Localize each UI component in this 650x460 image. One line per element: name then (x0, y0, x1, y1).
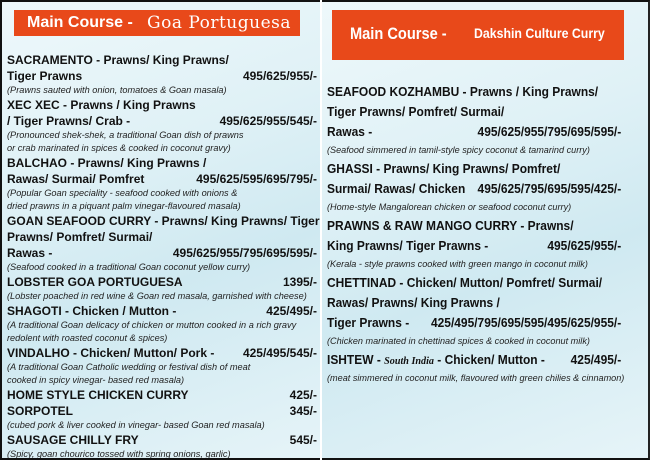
section-banner-goa (14, 10, 300, 36)
menu-item-home-style-chicken-curry (7, 387, 317, 403)
menu-item-goan-seafood-curry (7, 213, 320, 274)
item-price: 495/625/955/545/- (219, 114, 317, 128)
item-description: cooked in spicy vinegar- based red masala) (7, 375, 185, 385)
menu-item-chettinad (327, 273, 642, 350)
section-banner-dakshin (332, 10, 624, 60)
item-name-line: PRAWNS & RAW MANGO CURRY - Prawns/ (327, 218, 574, 233)
item-name-line: King Prawns/ Tiger Prawns - (327, 238, 489, 253)
item-description: (Seafood simmered in tamil-style spicy coconut & tamarind curry) (327, 145, 590, 156)
menu-item-list (322, 82, 648, 387)
item-name-line: CHETTINAD - Chicken/ Mutton/ Pomfret/ Surmai/ (327, 275, 603, 290)
item-description: (Seafood cooked in a traditional Goan coconut yellow curry) (7, 262, 251, 272)
item-price: 425/- (289, 388, 317, 402)
item-name-line: Rawas - (327, 124, 373, 139)
item-name-line: XEC XEC - Prawns / King Prawns (7, 98, 196, 112)
item-description: (Lobster poached in red wine & Goan red masala, garnished with cheese) (7, 291, 307, 301)
item-price: 425/495/- (570, 352, 622, 367)
item-price: 495/625/595/695/795/- (196, 172, 317, 186)
item-name-line: LOBSTER GOA PORTUGUESA (7, 275, 183, 289)
item-name-line: Tiger Prawns - (327, 315, 410, 330)
item-name-line: BALCHAO - Prawns/ King Prawns / (7, 156, 207, 170)
item-description: (meat simmered in coconut milk, flavoured with green chilies & cinnamon) (327, 373, 625, 384)
menu-item-xec-xec (7, 97, 317, 155)
menu-item-ghassi (327, 159, 642, 216)
item-description: (Home-style Mangalorean chicken or seafood coconut curry) (327, 202, 572, 213)
menu-item-lobster-goa-portuguesa (7, 274, 317, 303)
item-name-line: Rawas/ Prawns/ King Prawns / (327, 295, 500, 310)
item-name-line: Rawas - (7, 246, 53, 260)
item-description: (A traditional Goan delicacy of chicken or mutton cooked in a rich gravy (7, 320, 297, 330)
item-description: (Spicy, goan chourico tossed with spring onions, garlic) (7, 449, 231, 459)
item-price: 425/495/- (266, 304, 317, 318)
item-name-line: Prawns/ Pomfret/ Surmai/ (7, 230, 153, 244)
item-name-line: SHAGOTI - Chicken / Mutton - (7, 304, 177, 318)
item-description: (cubed pork & liver cooked in vinegar- based Goan red masala) (7, 420, 265, 430)
item-description: redolent with roasted coconut & spices) (7, 333, 168, 343)
item-price: 495/625/955/- (242, 69, 317, 83)
item-price: 1395/- (282, 275, 317, 289)
item-price: 425/495/795/695/595/495/625/955/- (430, 315, 622, 330)
menu-item-shagoti (7, 303, 317, 345)
item-price: 495/625/955/- (547, 238, 622, 253)
item-name-line: SEAFOOD KOZHAMBU - Prawns / King Prawns/ (327, 84, 599, 99)
item-description: (Pronounced shek-shek, a traditional Goan dish of prawns (7, 130, 244, 140)
menu-item-sacramento (7, 52, 317, 97)
item-name-line: SACRAMENTO - Prawns/ King Prawns/ (7, 53, 229, 67)
item-name-line: ISHTEW - (327, 352, 381, 367)
item-name-line: GHASSI - Prawns/ King Prawns/ Pomfret/ (327, 161, 561, 176)
menu-item-prawns-raw-mango-curry (327, 216, 642, 273)
banner-main-title: Main Course - (350, 24, 447, 43)
menu-item-seafood-kozhambu (327, 82, 642, 159)
item-price: 425/495/545/- (242, 346, 317, 360)
item-description: (Kerala - style prawns cooked with green mango in coconut milk) (327, 259, 588, 270)
item-description: (Popular Goan speciality - seafood cooked with onions & (7, 188, 238, 198)
menu-item-balchao (7, 155, 317, 213)
menu-page-goa-portuguesa (0, 0, 322, 460)
menu-item-list (2, 52, 322, 460)
item-name-line: - Chicken/ Mutton - (437, 352, 545, 367)
item-name-line: / Tiger Prawns/ Crab - (7, 114, 131, 128)
item-name-line: SAUSAGE CHILLY FRY (7, 433, 139, 447)
menu-item-sorpotel (7, 403, 317, 432)
item-name-line: Tiger Prawns/ Pomfret/ Surmai/ (327, 104, 505, 119)
item-name-line: Surmai/ Rawas/ Chicken (327, 181, 466, 196)
item-name-line: HOME STYLE CHICKEN CURRY (7, 388, 189, 402)
item-description: or crab marinated in spices & cooked in coconut gravy) (7, 143, 231, 153)
item-price: 345/- (289, 404, 317, 418)
menu-page-dakshin-culture-curry (322, 0, 650, 460)
item-description: (Prawns sauted with onion, tomatoes & Goan masala) (7, 85, 227, 95)
item-price: 495/625/795/695/595/425/- (477, 181, 622, 196)
item-name-line: VINDALHO - Chicken/ Mutton/ Pork - (7, 346, 215, 360)
item-description: (A traditional Goan Catholic wedding or festival dish of meat (7, 362, 251, 372)
item-price: 495/625/955/795/695/595/- (172, 246, 317, 260)
banner-subtitle: Dakshin Culture Curry (474, 25, 605, 41)
item-price: 545/- (289, 433, 317, 447)
menu-item-vindalho (7, 345, 317, 387)
item-description: dried prawns in a piquant palm vinegar-flavoured masala) (7, 201, 241, 211)
item-region-tag: South India (384, 355, 434, 367)
menu-item-ishtew (327, 350, 642, 387)
banner-main-title: Main Course - (27, 14, 133, 31)
item-name-line: SORPOTEL (7, 404, 74, 418)
item-name-line: Tiger Prawns (7, 69, 83, 83)
item-description: (Chicken marinated in chettinad spices & cooked in coconut milk) (327, 336, 590, 347)
menu-item-sausage-chilly-fry (7, 432, 317, 460)
item-name-line: Rawas/ Surmai/ Pomfret (7, 172, 145, 186)
item-price: 495/625/955/795/695/595/- (477, 124, 622, 139)
item-name-line: GOAN SEAFOOD CURRY - Prawns/ King Prawns/ Tiger (7, 214, 320, 228)
banner-subtitle: Goa Portuguesa (147, 13, 291, 33)
